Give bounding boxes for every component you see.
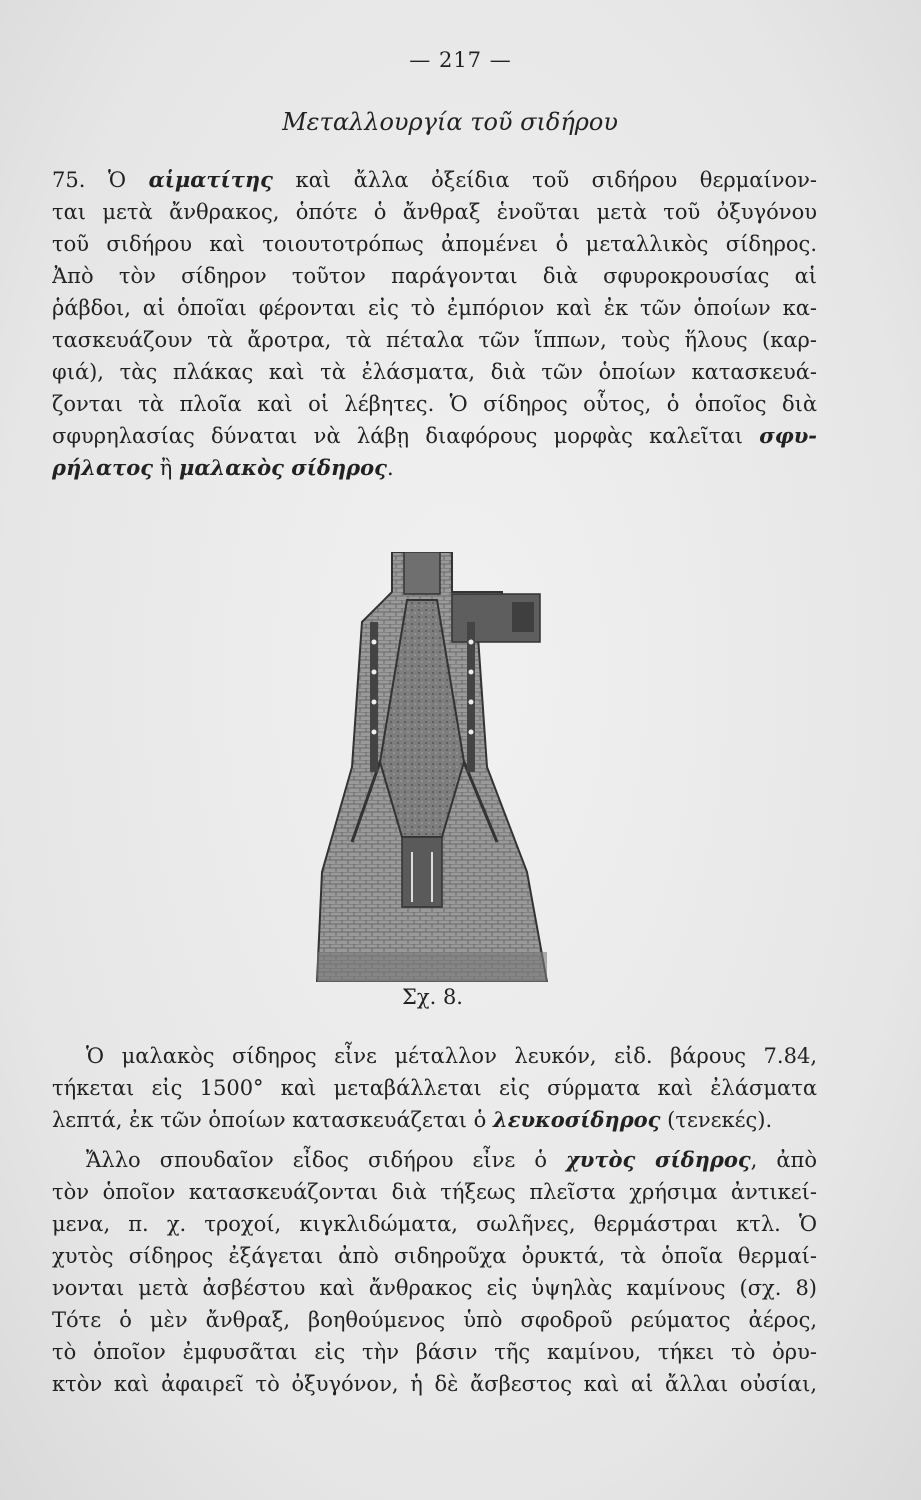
text-line: φιά), τὰς πλάκας καὶ τὰ ἐλάσματα, διὰ τῶν ὁποίων κατασκευά- [52,360,817,384]
text-line: μενα, π. χ. τροχοί, κιγκλιδώματα, σωλῆνες, θερμάστραι κτλ. Ὁ [52,1212,817,1236]
text-line: νονται μετὰ ἀσβέστου καὶ ἄνθρακος εἰς ὑψηλὰς καμίνους (σχ. 8) [52,1276,817,1300]
text-line: 75. Ὁ αἱματίτης καὶ ἄλλα ὀξείδια τοῦ σιδήρου θερμαίνον- [52,167,817,192]
text-line: Ἀπὸ τὸν σίδηρον τοῦτον παράγονται διὰ σφυροκρουσίας αἱ [52,264,817,288]
text-line: χυτὸς σίδηρος ἐξάγεται ἀπὸ σιδηροῦχα ὀρυκτά, τὰ ὁποῖα θερμαί- [52,1244,817,1268]
text-line: κτὸν καὶ ἀφαιρεῖ τὸ ὀξυγόνον, ἡ δὲ ἄσβεστος καὶ αἱ ἄλλαι οὐσίαι, [52,1372,817,1396]
figure-caption: Σχ. 8. [402,985,463,1009]
section-title: Μεταλλουργία τοῦ σιδήρου [282,108,618,136]
text-line: ζονται τὰ πλοῖα καὶ οἱ λέβητες. Ὁ σίδηρος οὗτος, ὁ ὁποῖος διὰ [52,392,817,416]
text-line: Ὁ μαλακὸς σίδηρος εἶνε μέταλλον λευκόν, εἰδ. βάρους 7.84, [86,1044,817,1068]
text-line: τοῦ σιδήρου καὶ τοιουτοτρόπως ἀπομένει ὁ μεταλλικὸς σίδηρος. [52,232,817,256]
text-line: ται μετὰ ἄνθρακος, ὁπότε ὁ ἄνθραξ ἑνοῦται μετὰ τοῦ ὀξυγόνου [52,200,817,224]
text-line: Τότε ὁ μὲν ἄνθραξ, βοηθούμενος ὑπὸ σφοδροῦ ρεύματος ἀέρος, [52,1308,817,1332]
paragraph-haematite [52,164,817,484]
text-line: ρήλατος ἢ μαλακὸς σίδηρος. [52,455,394,480]
text-line: Ἄλλο σπουδαῖον εἶδος σιδήρου εἶνε ὁ χυτὸς σίδηρος, ἀπὸ [86,1147,817,1172]
text-line: ῥάβδοι, αἱ ὁποῖαι φέρονται εἰς τὸ ἐμπόριον καὶ ἐκ τῶν ὁποίων κα- [52,296,817,320]
text-line: τὸ ὁποῖον ἐμφυσᾶται εἰς τὴν βάσιν τῆς καμίνου, τήκει τὸ ὀρυ- [52,1340,817,1364]
text-line: τὸν ὁποῖον κατασκευάζονται διὰ τήξεως πλεῖστα χρήσιμα ἀντικεί- [52,1180,817,1204]
paragraph-soft-iron [52,1040,817,1136]
text-line: σφυρηλασίας δύναται νὰ λάβῃ διαφόρους μορφὰς καλεῖται σφυ- [52,423,817,448]
paragraph-cast-iron [52,1144,817,1400]
page-number: — 217 — [409,48,512,72]
blast-furnace-figure [312,552,557,982]
text-line: τασκευάζουν τὰ ἄροτρα, τὰ πέταλα τῶν ἵππων, τοὺς ἥλους (καρ- [52,328,817,352]
text-line: τήκεται εἰς 1500° καὶ μεταβάλλεται εἰς σύρματα καὶ ἐλάσματα [52,1076,817,1100]
text-line: λεπτά, ἐκ τῶν ὁποίων κατασκευάζεται ὁ λευκοσίδηρος (τενεκές). [52,1107,773,1132]
